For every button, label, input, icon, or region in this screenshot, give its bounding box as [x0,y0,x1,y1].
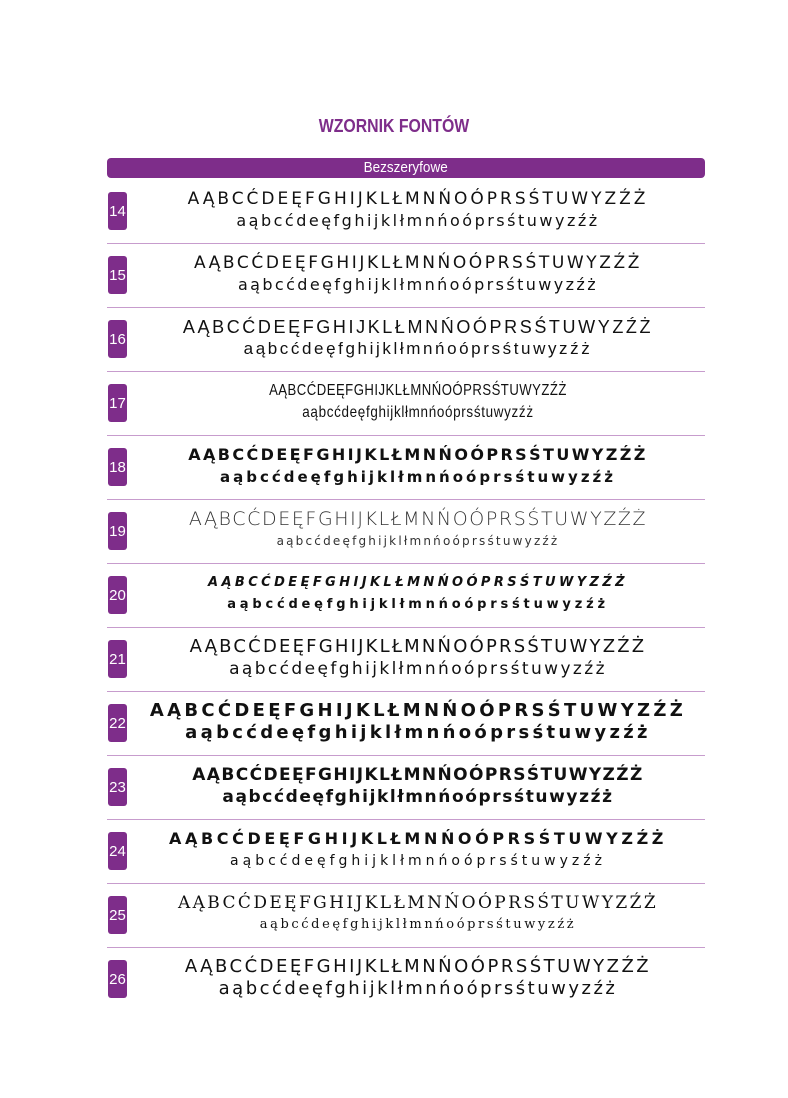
font-sample-row [107,564,705,628]
font-sample-row [107,820,705,884]
font-number-badge: 20 [108,576,127,614]
lowercase-sample: aąbcćdeęfghijklłmnńoóprsśtuwyzźż [276,534,560,548]
uppercase-sample: AĄBCĆDEĘFGHIJKLŁMNŃOÓPRSŚTUWYZŹŻ [269,382,567,399]
lowercase-sample: aąbcćdeęfghijklłmnńoóprsśtuwyzźż [230,853,606,869]
lowercase-sample: aąbcćdeęfghijklłmnńoóprsśtuwyzźż [219,468,617,486]
uppercase-sample: AĄBCĆDEĘFGHIJKLŁMNŃOÓPRSŚTUWYZŹŻ [149,700,687,721]
section-header [107,158,705,178]
font-sample [131,316,705,360]
font-sample [131,764,705,808]
lowercase-sample: aąbcćdeęfghijklłmnńoóprsśtuwyzźż [237,275,599,294]
font-sample [131,188,705,232]
font-sample-row [107,948,705,1011]
font-sample-row [107,628,705,692]
font-sample-row [107,500,705,564]
font-sample-row [107,884,705,948]
font-sample [131,956,705,1000]
lowercase-sample: aąbcćdeęfghijklłmnńoóprsśtuwyzźż [302,404,534,421]
font-sample [131,700,705,744]
font-number-badge: 23 [108,768,127,806]
lowercase-sample: aąbcćdeęfghijklłmnńoóprsśtuwyzźż [229,659,607,679]
font-sample-row [107,692,705,756]
lowercase-sample: aąbcćdeęfghijklłmnńoóprsśtuwyzźż [236,211,600,230]
uppercase-sample: AĄBCĆDEĘFGHIJKLŁMNŃOÓPRSŚTUWYZŹŻ [188,445,648,464]
page-title: WZORNIK FONTÓW [318,116,470,136]
uppercase-sample: AĄBCĆDEĘFGHIJKLŁMNŃOÓPRSŚTUWYZŹŻ [184,956,652,977]
section-header-label: Bezszeryfowe [363,159,449,176]
lowercase-sample: aąbcćdeęfghijklłmnńoóprsśtuwyzźż [185,722,651,743]
font-sample-row [107,436,705,500]
font-sample-row [107,756,705,820]
font-sample [131,380,705,424]
font-number-badge: 18 [108,448,127,486]
uppercase-sample: AĄBCĆDEĘFGHIJKLŁMNŃOÓPRSŚTUWYZŹŻ [177,893,659,913]
font-sample-list [107,180,705,1011]
font-number-badge: 15 [108,256,127,294]
lowercase-sample: aąbcćdeęfghijklłmnńoóprsśtuwyzźż [222,787,614,807]
font-number-badge: 14 [108,192,127,230]
uppercase-sample: AĄBCĆDEĘFGHIJKLŁMNŃOÓPRSŚTUWYZŹŻ [189,636,647,657]
font-number-badge: 25 [108,896,127,934]
font-sample-row [107,372,705,436]
font-sample [131,252,705,296]
font-number-badge: 16 [108,320,127,358]
uppercase-sample: AĄBCĆDEĘFGHIJKLŁMNŃOÓPRSŚTUWYZŹŻ [182,317,654,337]
lowercase-sample: aąbcćdeęfghijklłmnńoóprsśtuwyzźż [218,978,618,999]
font-number-badge: 26 [108,960,127,998]
lowercase-sample: aąbcćdeęfghijklłmnńoóprsśtuwyzźż [259,917,577,932]
font-sample [131,444,705,488]
font-sample-row [107,244,705,308]
font-number-badge: 22 [108,704,127,742]
uppercase-sample: AĄBCĆDEĘFGHIJKLŁMNŃOÓPRSŚTUWYZŹŻ [192,765,644,785]
uppercase-sample: AĄBCĆDEĘFGHIJKLŁMNŃOÓPRSŚTUWYZŹŻ [169,829,667,848]
uppercase-sample: AĄBCĆDEĘFGHIJKLŁMNŃOÓPRSŚTUWYZŹŻ [188,508,648,530]
font-sample [131,636,705,680]
font-number-badge: 21 [108,640,127,678]
uppercase-sample: AĄBCĆDEĘFGHIJKLŁMNŃOÓPRSŚTUWYZŹŻ [187,189,649,209]
font-number-badge: 24 [108,832,127,870]
lowercase-sample: aąbcćdeęfghijklłmnńoóprsśtuwyzźż [243,339,593,358]
font-sample-row [107,308,705,372]
uppercase-sample: AĄBCĆDEĘFGHIJKLŁMNŃOÓPRSŚTUWYZŹŻ [193,253,642,273]
font-number-badge: 19 [108,512,127,550]
font-sample [131,828,705,872]
uppercase-sample: AĄBCĆDEĘFGHIJKLŁMNŃOÓPRSŚTUWYZŹŻ [207,575,629,590]
font-sample-row [107,180,705,244]
font-number-badge: 17 [108,384,127,422]
lowercase-sample: aąbcćdeęfghijklłmnńoóprsśtuwyzźż [227,597,609,612]
font-sample [131,892,705,936]
font-sample [131,508,705,552]
font-sample [131,572,705,616]
